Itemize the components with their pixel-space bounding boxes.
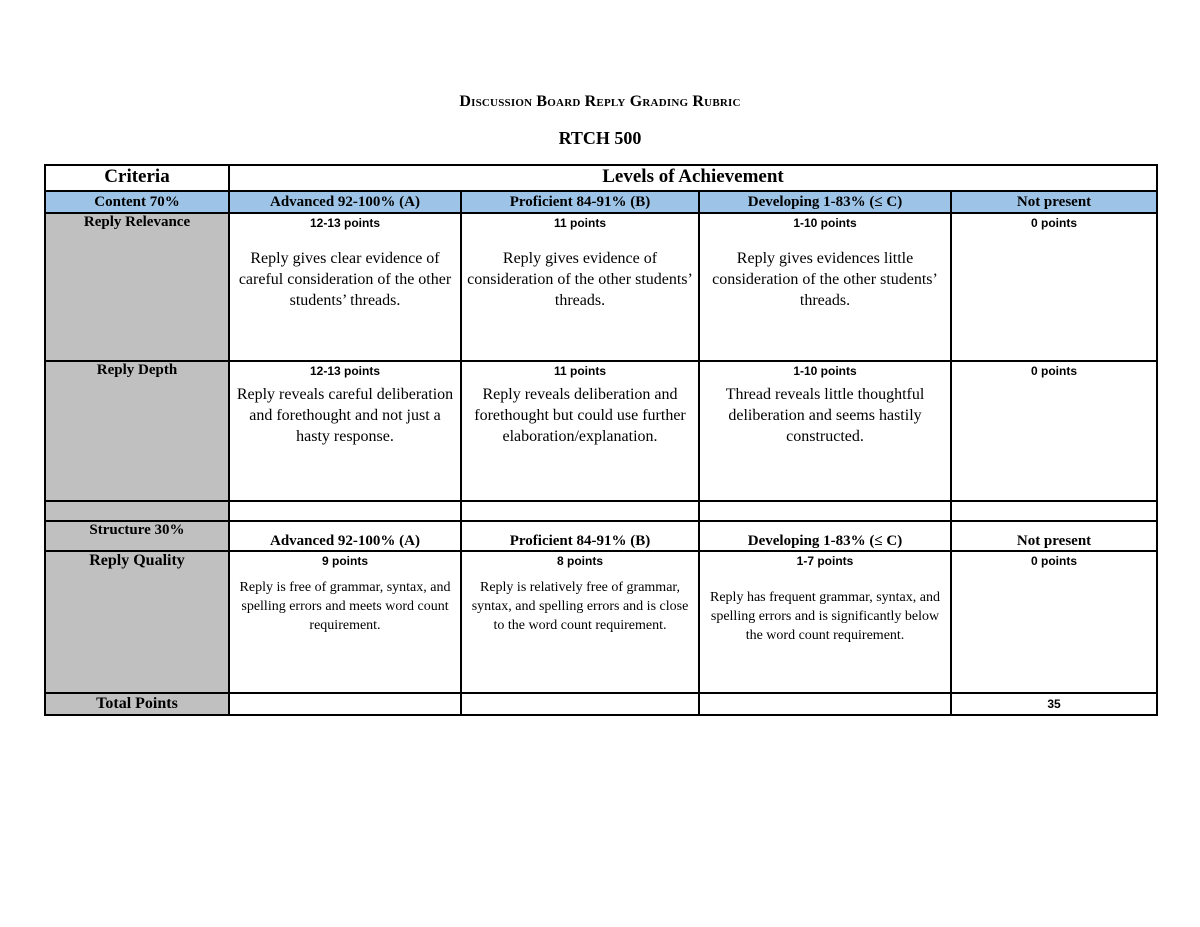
structure-section-label: Structure 30% [45,521,229,551]
points-label: 12-13 points [309,364,381,378]
total-points-row [45,693,1157,715]
cell-description: Reply gives clear evidence of careful consideration of the other students’ threads. [238,250,452,309]
points-label: 0 points [1031,554,1078,568]
spacer-cell [461,501,699,521]
reply-depth-row [45,361,1157,501]
points-label: 1-7 points [796,554,854,568]
level-advanced-header: Advanced 92-100% (A) [229,191,461,213]
points-label: 8 points [556,554,603,568]
reply-relevance-advanced-cell [229,213,461,361]
level-advanced-header: Advanced 92-100% (A) [229,521,461,551]
points-label: 9 points [321,554,368,568]
spacer-cell [229,501,461,521]
level-proficient-header: Proficient 84-91% (B) [461,521,699,551]
rubric-table [44,164,1158,716]
criteria-header: Criteria [45,165,229,191]
total-points-label: Total Points [45,693,229,715]
reply-depth-label: Reply Depth [45,361,229,501]
points-label: 1-10 points [793,364,857,378]
reply-depth-advanced-cell [229,361,461,501]
reply-relevance-label: Reply Relevance [45,213,229,361]
levels-header: Levels of Achievement [229,165,1157,191]
total-empty-cell [229,693,461,715]
reply-relevance-row [45,213,1157,361]
spacer-cell [45,501,229,521]
cell-description: Reply is relatively free of grammar, syntax, and spelling errors and is close to the word count requirement. [471,580,689,633]
level-not-present-header: Not present [951,191,1157,213]
level-developing-header: Developing 1-83% (≤ C) [699,191,951,213]
cell-description: Reply reveals careful deliberation and forethought and not just a hasty response. [236,386,454,445]
total-points-value: 35 [951,693,1157,715]
level-proficient-header: Proficient 84-91% (B) [461,191,699,213]
reply-depth-not-present-cell [951,361,1157,501]
reply-quality-not-present-cell [951,551,1157,693]
content-level-row [45,191,1157,213]
points-label: 1-10 points [793,216,857,230]
reply-relevance-developing-cell [699,213,951,361]
total-empty-cell [699,693,951,715]
structure-level-row [45,521,1157,551]
reply-quality-proficient-cell [461,551,699,693]
points-label: 0 points [1031,216,1078,230]
total-empty-cell [461,693,699,715]
spacer-row [45,501,1157,521]
level-developing-header: Developing 1-83% (≤ C) [699,521,951,551]
points-label: 0 points [1031,364,1078,378]
points-label: 11 points [553,216,606,230]
reply-quality-developing-cell [699,551,951,693]
spacer-cell [951,501,1157,521]
reply-depth-developing-cell [699,361,951,501]
reply-quality-advanced-cell [229,551,461,693]
spacer-cell [699,501,951,521]
cell-description: Reply is free of grammar, syntax, and spelling errors and meets word count requirement. [239,580,451,633]
cell-description: Thread reveals little thoughtful deliberation and seems hastily constructed. [725,386,925,445]
points-label: 11 points [553,364,606,378]
level-not-present-header: Not present [951,521,1157,551]
reply-depth-proficient-cell [461,361,699,501]
cell-description: Reply gives evidence of consideration of the other students’ threads. [467,250,693,309]
reply-quality-label: Reply Quality [45,551,229,693]
reply-relevance-proficient-cell [461,213,699,361]
table-header-row [45,165,1157,191]
content-section-label: Content 70% [45,191,229,213]
document-subtitle: RTCH 500 [558,128,642,148]
reply-relevance-not-present-cell [951,213,1157,361]
points-label: 12-13 points [309,216,381,230]
document-title: Discussion Board Reply Grading Rubric [459,93,741,110]
cell-description: Reply has frequent grammar, syntax, and spelling errors and is significantly below the word count requirement. [710,590,940,643]
cell-description: Reply gives evidences little consideration of the other students’ threads. [712,250,938,309]
cell-description: Reply reveals deliberation and forethought but could use further elaboration/explanation. [474,386,686,445]
reply-quality-row [45,551,1157,693]
